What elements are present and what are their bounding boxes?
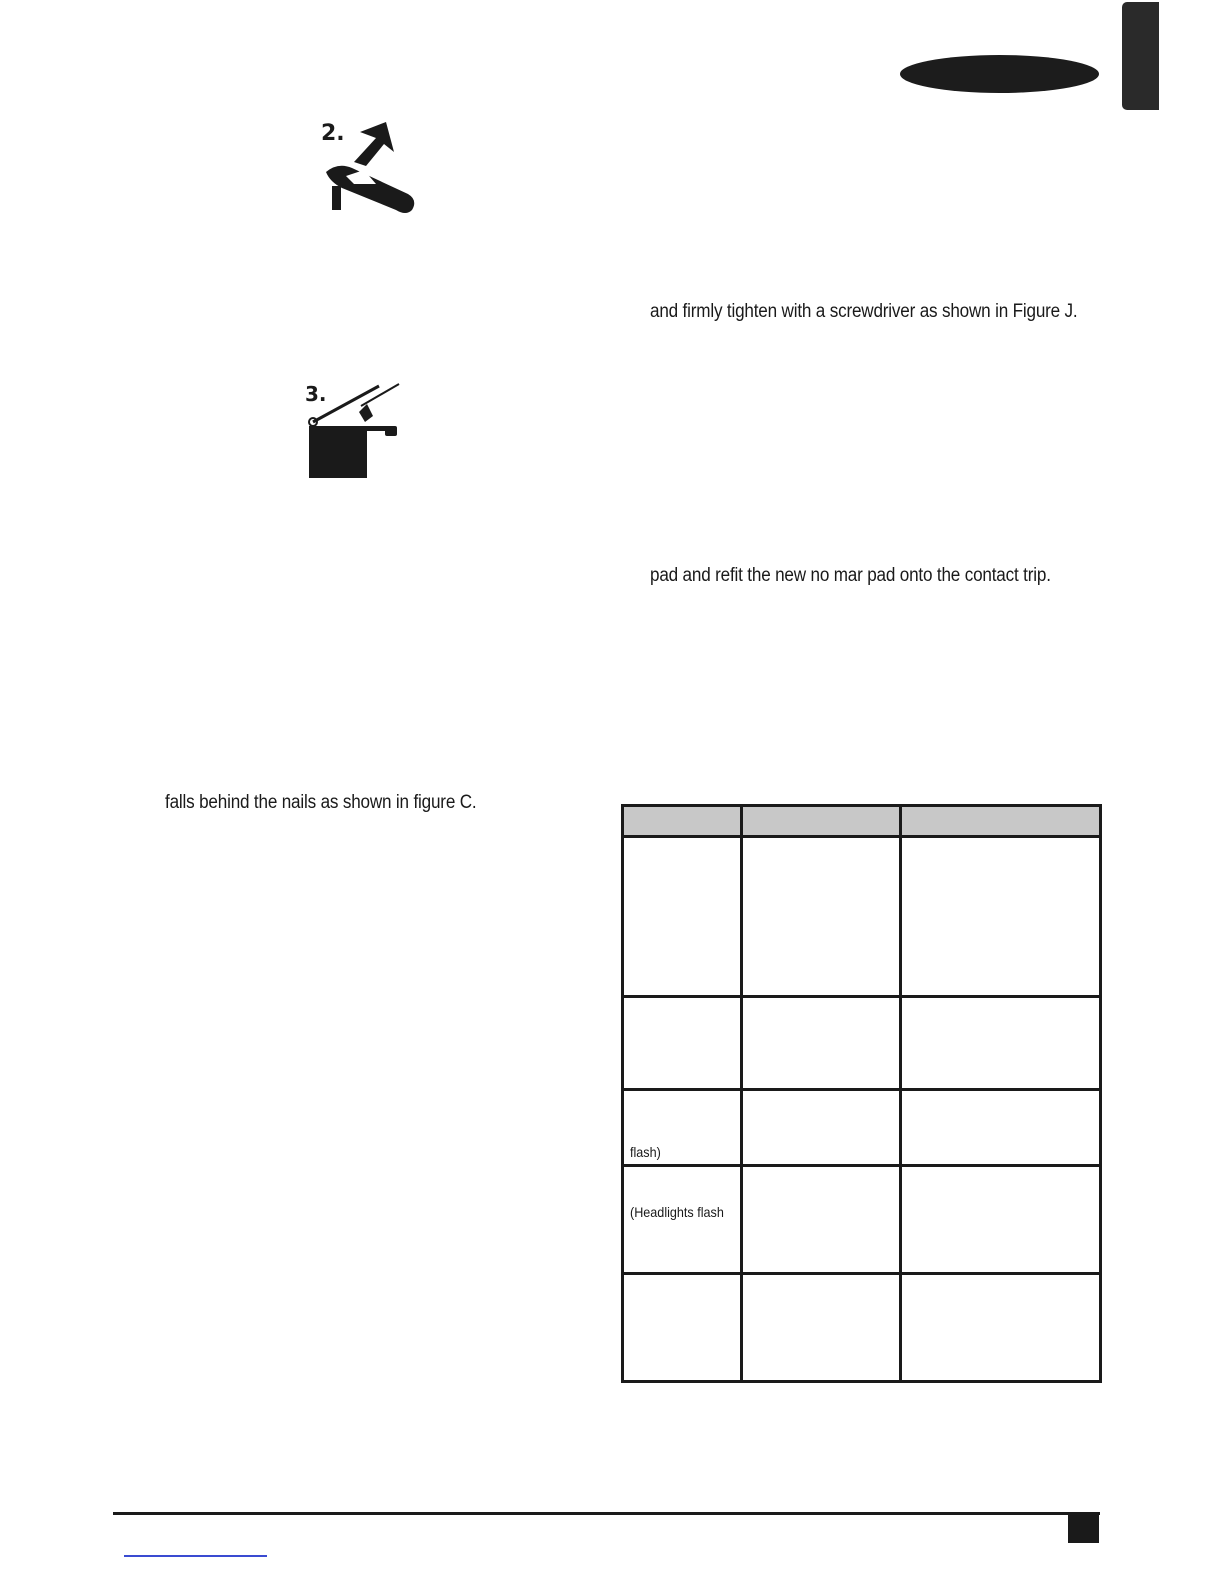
table-cell (742, 837, 901, 997)
figure-3-label: 3. (305, 382, 327, 406)
figure-2-label: 2. (321, 121, 345, 146)
footer-rule (113, 1512, 1100, 1515)
table-cell (623, 837, 742, 997)
table-cell: (Headlights flash (623, 1166, 742, 1274)
table-row (623, 1166, 1101, 1274)
table-header-cell (623, 806, 742, 837)
language-side-tab (1122, 2, 1159, 110)
table-header-row (623, 806, 1101, 837)
table-cell: flash) (623, 1090, 742, 1166)
table-row (623, 997, 1101, 1090)
table-row (623, 1274, 1101, 1382)
table-cell (623, 1274, 742, 1382)
table-row (623, 837, 1101, 997)
table-cell (742, 997, 901, 1090)
instruction-line-figure-c: falls behind the nails as shown in figure C. (165, 792, 477, 813)
table-cell (901, 1090, 1101, 1166)
table-cell (901, 1274, 1101, 1382)
table-cell (623, 997, 742, 1090)
instruction-line-no-mar-pad: pad and refit the new no mar pad onto the contact trip. (650, 565, 1051, 586)
table-cell (742, 1274, 901, 1382)
table-cell (901, 1166, 1101, 1274)
language-badge (900, 55, 1099, 93)
figure-3-hammer-icon (303, 382, 403, 480)
figure-2-lift-icon (318, 118, 420, 218)
troubleshooting-table (621, 804, 1102, 1383)
table-cell (742, 1166, 901, 1274)
table-header-cell (742, 806, 901, 837)
instruction-line-figure-j: and firmly tighten with a screwdriver as shown in Figure J. (650, 301, 1078, 322)
table-cell (901, 997, 1101, 1090)
table-header-cell (901, 806, 1101, 837)
table-cell (901, 837, 1101, 997)
page-number-box (1068, 1514, 1099, 1543)
table-row (623, 1090, 1101, 1166)
footer-link-underline[interactable] (124, 1555, 267, 1557)
table-cell (742, 1090, 901, 1166)
